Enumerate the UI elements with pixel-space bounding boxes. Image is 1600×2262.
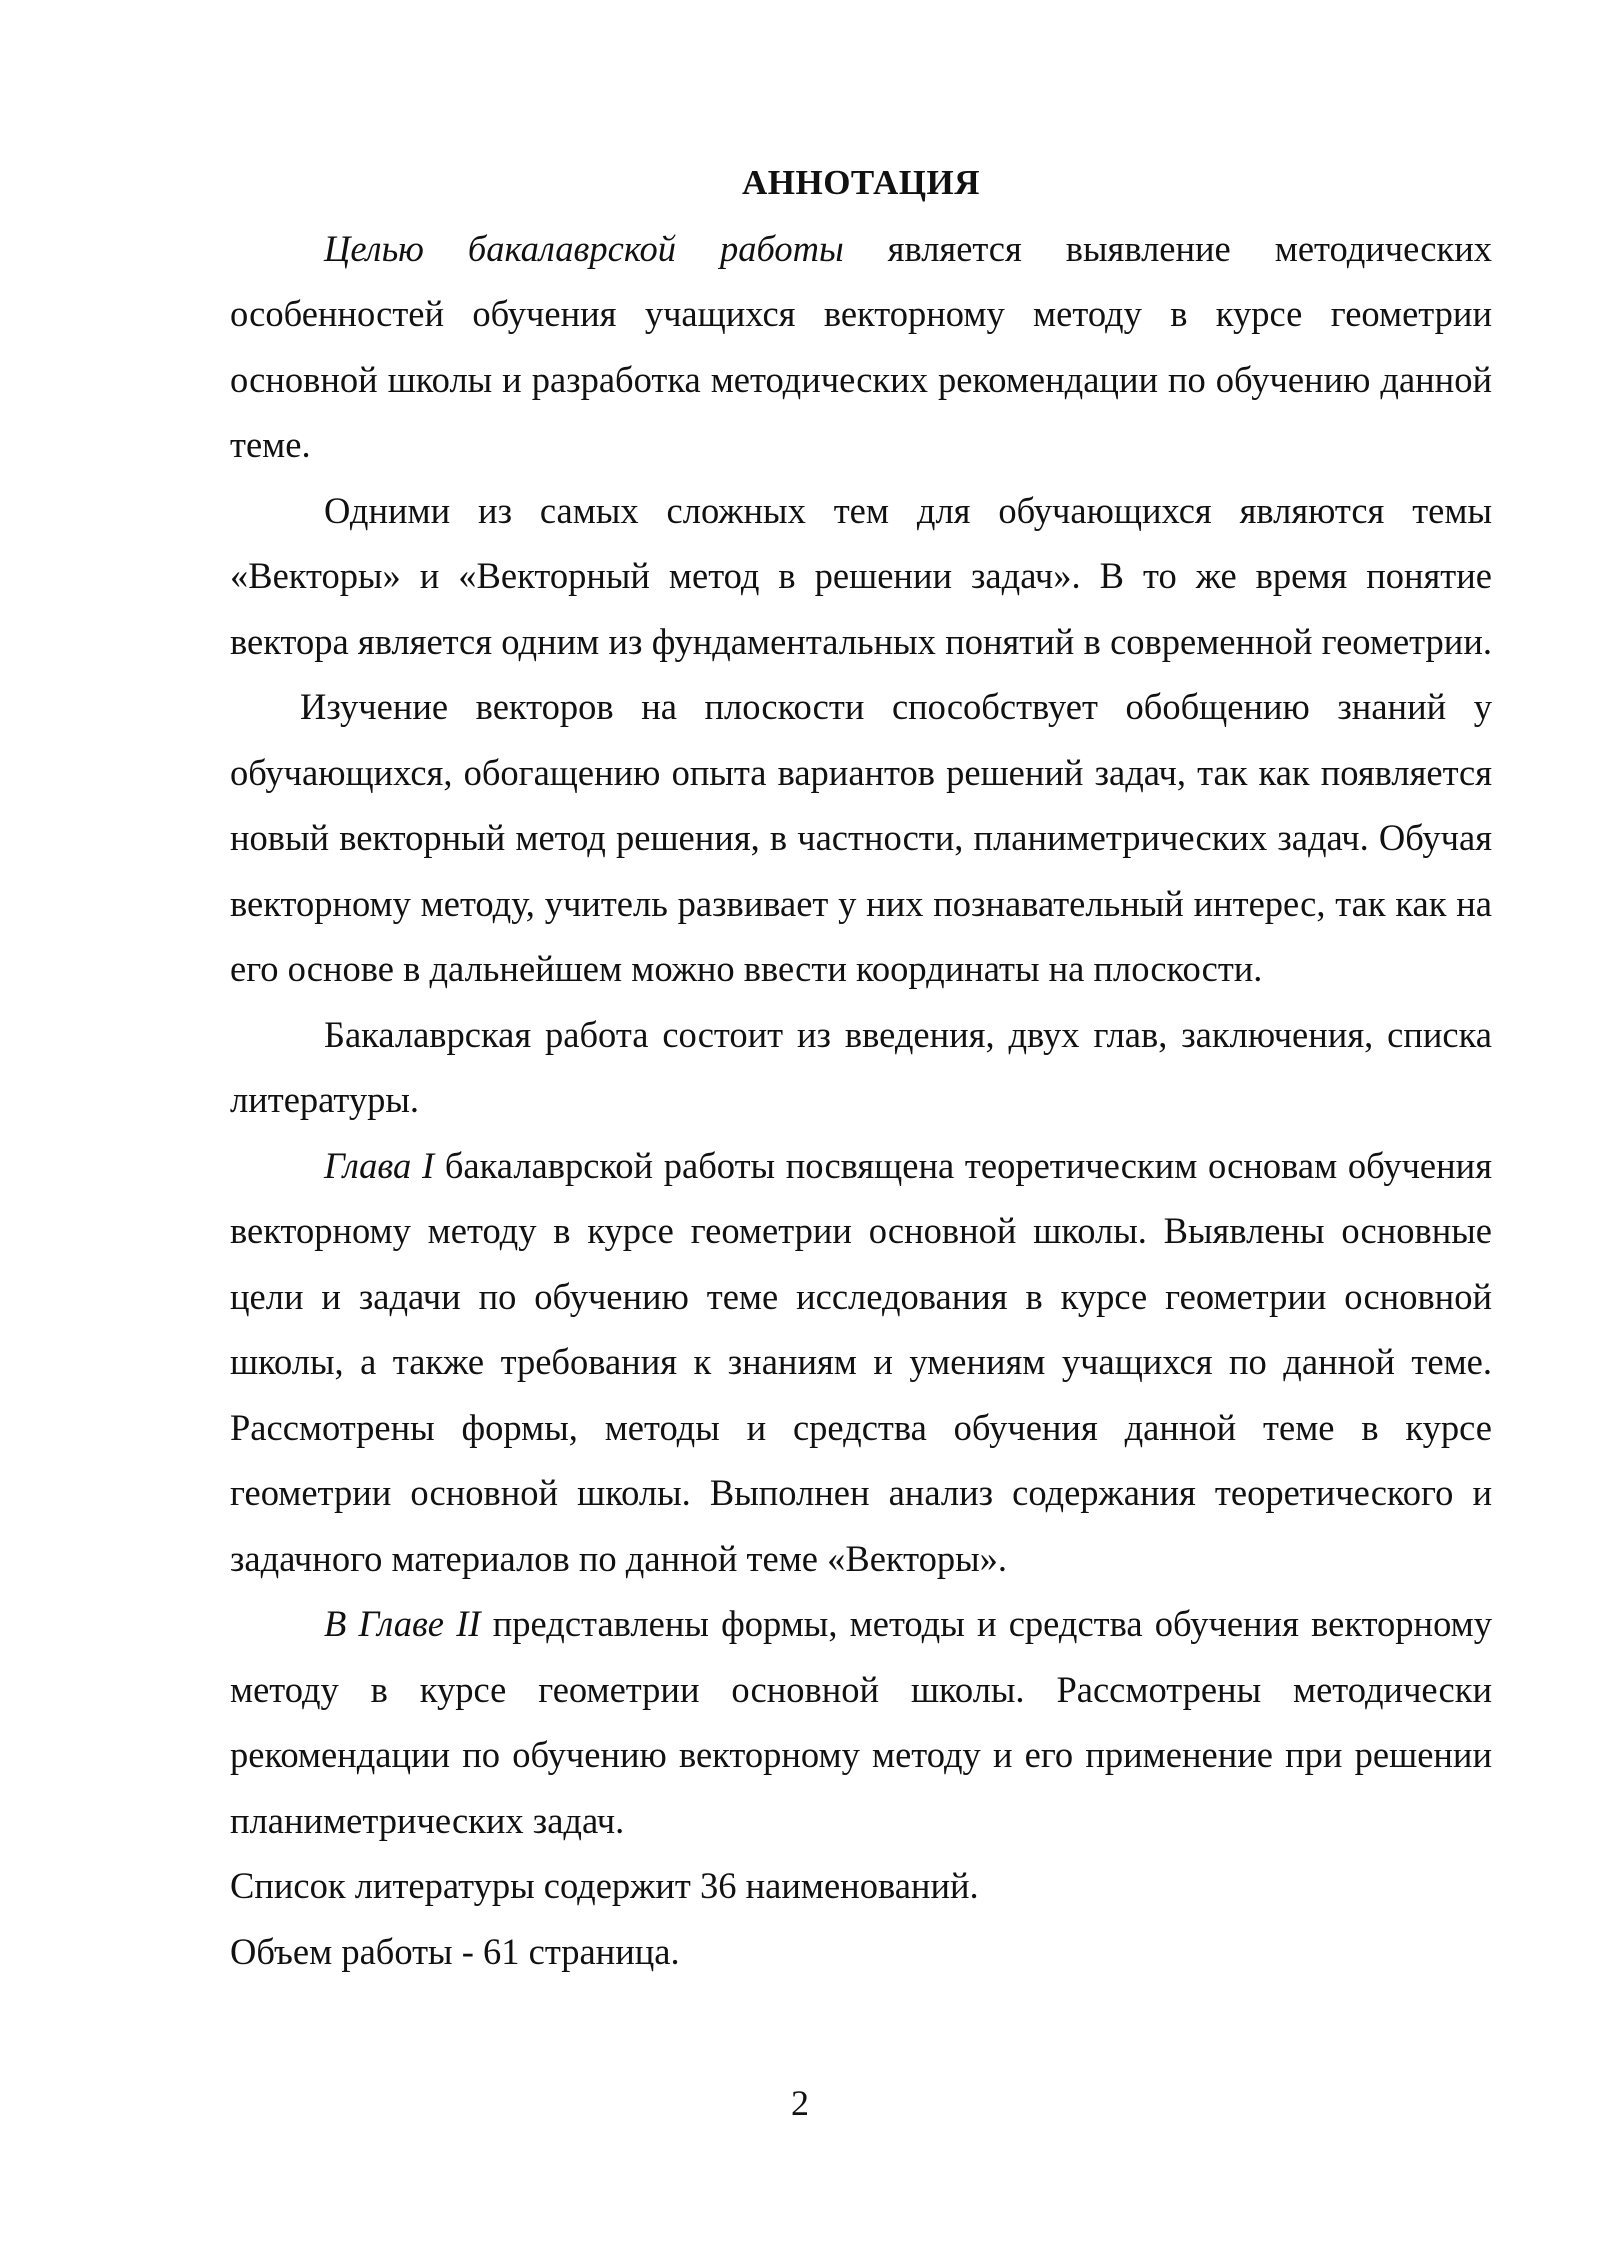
paragraph-topic: [230, 478, 1492, 1002]
goal-text: является выявление методических особенностей обучения учащихся векторному методу в курсе геометрии основной школы и разработка методических рекомендации по обучению данной теме.: [230, 227, 1492, 465]
paragraph-references: Список литературы содержит 36 наименований.: [230, 1865, 979, 1906]
chapter-2-text: представлены формы, методы и средства обучения векторному методу в курсе геометрии основной школы. Рассмотрены методически рекомендации по обучению векторному методу и его применение при решении планиметрических задач.: [230, 1603, 1492, 1841]
chapter-1-lead: Глава I: [324, 1144, 435, 1186]
chapter-2-lead: В Главе II: [324, 1603, 481, 1644]
paragraph-volume: Объем работы - 61 страница.: [230, 1930, 680, 1972]
page-title: АННОТАЦИЯ: [741, 163, 981, 202]
chapter-1-text: бакалаврской работы посвящена теоретическим основам обучения векторному методу в курсе геометрии основной школы. Выявлены основные цели и задачи по обучению теме исследования в курсе геометрии основной школы, а также требования к знаниям и умениям учащихся по данной теме. Рассмотрены формы, методы и средства обучения данной теме в курсе геометрии основной школы. Выполнен анализ содержания теоретического и задачного материалов по данной теме «Векторы».: [230, 1144, 1492, 1579]
paragraph-structure: Бакалаврская работа состоит из введения, двух глав, заключения, списка литературы.: [230, 1013, 1492, 1120]
topic-text-part1: Одними из самых сложных тем для обучающихся являются темы «Векторы» и «Векторный метод в решении задач». В то же время понятие вектора является одним из фундаментальных понятий в современной геометрии.: [230, 489, 1492, 662]
page-content: [230, 150, 1492, 1984]
paragraph-goal: [230, 216, 1492, 478]
paragraph-chapter-2: [230, 1591, 1492, 1853]
goal-lead: Целью бакалаврской работы: [324, 227, 844, 269]
topic-text-part2: Изучение векторов на плоскости способствует обобщению знаний у обучающихся, обогащению опыта вариантов решений задач, так как появляется новый векторный метод решения, в частности, планиметрических задач. Обучая векторному методу, учитель развивает у них познавательный интерес, так как на его основе в дальнейшем можно ввести координаты на плоскости.: [230, 686, 1492, 989]
page-number: 2: [791, 2083, 809, 2123]
paragraph-chapter-1: [230, 1133, 1492, 1592]
